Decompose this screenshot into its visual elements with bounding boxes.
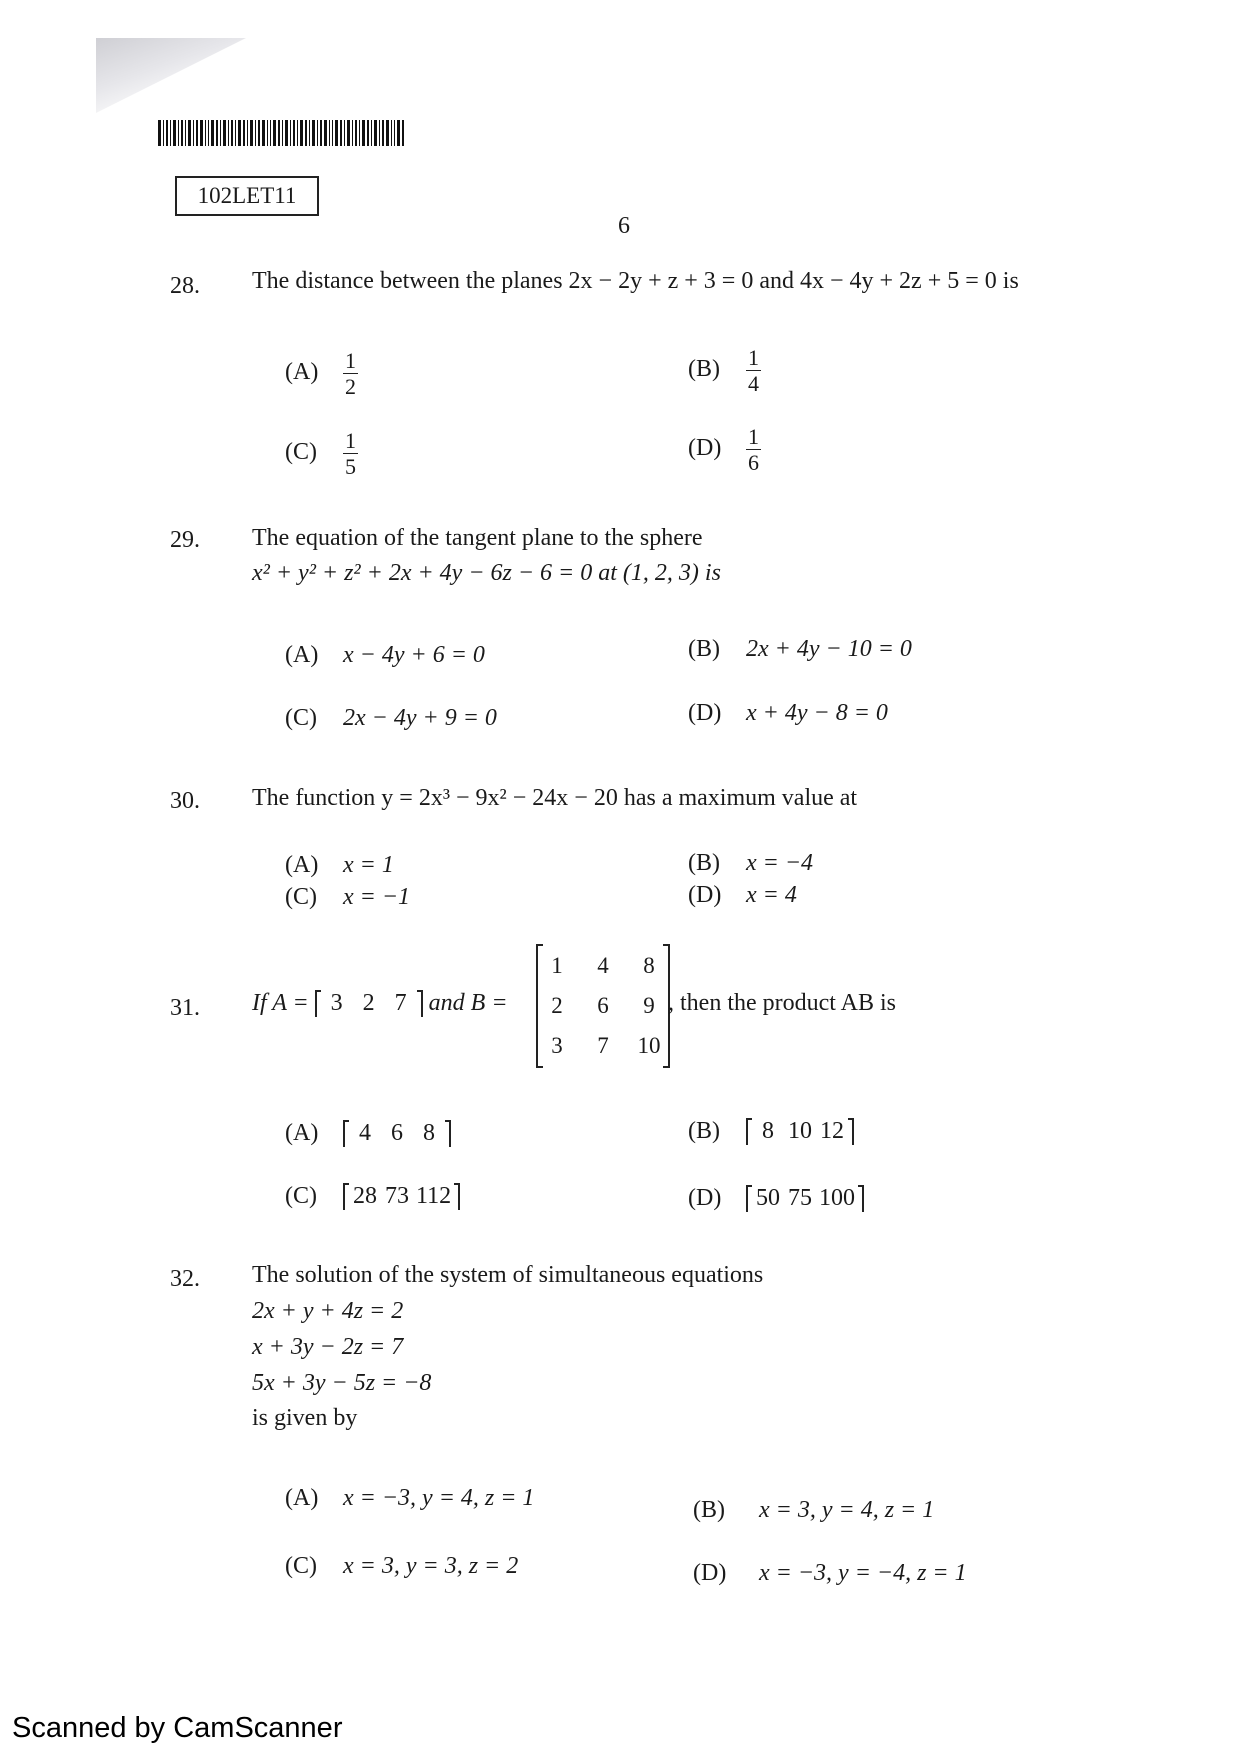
option-text: x = 4 — [746, 882, 797, 908]
option-text: x − 4y + 6 = 0 — [343, 642, 485, 668]
page-number: 6 — [618, 213, 630, 239]
option-text: x = 3, y = 4, z = 1 — [759, 1497, 935, 1523]
question-28-number: 28. — [170, 273, 200, 299]
option-label: (C) — [285, 439, 317, 466]
question-31-option-c[interactable] — [285, 1183, 460, 1210]
question-32-option-b[interactable] — [693, 1497, 934, 1524]
question-29-number: 29. — [170, 527, 200, 553]
option-label: (D) — [688, 435, 722, 462]
option-row-vector: 50 75 100 — [746, 1185, 864, 1212]
option-text: x = −3, y = 4, z = 1 — [343, 1485, 535, 1511]
question-31-suffix: , then the product AB is — [668, 990, 896, 1016]
option-label: (A) — [285, 642, 319, 668]
option-text: 2x − 4y + 9 = 0 — [343, 705, 497, 731]
question-30-option-d[interactable] — [688, 882, 797, 909]
matrix-b — [536, 944, 670, 1068]
option-label: (B) — [688, 636, 720, 662]
option-label: (D) — [688, 882, 722, 908]
question-32-equation-1: 2x + y + 4z = 2 — [252, 1298, 404, 1324]
scanner-watermark: Scanned by CamScanner — [12, 1712, 343, 1744]
option-text: x + 4y − 8 = 0 — [746, 700, 888, 726]
question-30-number: 30. — [170, 788, 200, 814]
option-label: (C) — [285, 884, 317, 910]
matrix-b-row: 1 4 8 — [551, 953, 655, 978]
question-29-option-d[interactable] — [688, 700, 888, 727]
option-text: 2x + 4y − 10 = 0 — [746, 636, 912, 662]
option-label: (C) — [285, 1553, 317, 1579]
question-28-option-a[interactable] — [285, 348, 358, 399]
question-31-option-d[interactable] — [688, 1185, 864, 1212]
option-label: (C) — [285, 705, 317, 731]
fraction: $\frac{1}{5}$ — [345, 428, 356, 479]
question-31-number: 31. — [170, 995, 200, 1021]
option-row-vector: 4 6 8 — [343, 1120, 451, 1147]
option-label: (B) — [688, 850, 720, 876]
scan-shadow — [96, 38, 246, 113]
option-text: x = 1 — [343, 852, 394, 878]
option-label: (A) — [285, 852, 319, 878]
fraction: $\frac{1}{6}$ — [748, 424, 759, 475]
question-29-option-c[interactable] — [285, 705, 497, 732]
option-text: x = −3, y = −4, z = 1 — [759, 1560, 967, 1586]
matrix-b-row: 3 7 10 — [551, 1033, 661, 1058]
question-28-option-b[interactable] — [688, 345, 761, 396]
question-30-text: The function y = 2x³ − 9x² − 24x − 20 has a maximum value at — [252, 785, 858, 811]
question-30-option-c[interactable] — [285, 884, 410, 911]
barcode — [158, 120, 406, 146]
option-label: (A) — [285, 1120, 319, 1146]
question-28-text: The distance between the planes 2x − 2y + z + 3 = 0 and 4x − 4y + 2z + 5 = 0 is — [252, 268, 1019, 294]
question-32-text-line-5: is given by — [252, 1405, 358, 1431]
option-label: (B) — [693, 1497, 725, 1523]
question-32-option-c[interactable] — [285, 1553, 518, 1580]
question-32-number: 32. — [170, 1266, 200, 1292]
question-31-and-b: and B = — [428, 990, 508, 1016]
question-32-equation-3: 5x + 3y − 5z = −8 — [252, 1370, 432, 1396]
option-label: (B) — [688, 356, 720, 383]
option-label: (B) — [688, 1118, 720, 1144]
option-label: (A) — [285, 1485, 319, 1511]
question-31-prefix: If A = — [252, 990, 309, 1016]
question-28-option-d[interactable] — [688, 424, 761, 475]
matrix-b-row: 2 6 9 — [551, 993, 655, 1018]
question-29-option-a[interactable] — [285, 642, 485, 669]
question-31-option-a[interactable] — [285, 1120, 451, 1147]
option-text: x = −4 — [746, 850, 814, 876]
question-28-option-c[interactable] — [285, 428, 358, 479]
question-32-option-d[interactable] — [693, 1560, 967, 1587]
matrix-a: 3 2 7 — [315, 990, 423, 1017]
option-label: (C) — [285, 1183, 317, 1209]
question-31-stem-left — [252, 990, 508, 1017]
question-32-equation-2: x + 3y − 2z = 7 — [252, 1334, 404, 1360]
option-label: (D) — [688, 700, 722, 726]
question-29-option-b[interactable] — [688, 636, 912, 663]
question-32-option-a[interactable] — [285, 1485, 534, 1512]
option-row-vector: 8 10 12 — [746, 1118, 854, 1145]
question-30-option-b[interactable] — [688, 850, 813, 877]
question-29-text-line-1: The equation of the tangent plane to the sphere — [252, 525, 703, 551]
option-text: x = 3, y = 3, z = 2 — [343, 1553, 519, 1579]
option-label: (A) — [285, 359, 319, 386]
question-32-text-line-1: The solution of the system of simultaneous equations — [252, 1262, 764, 1288]
option-text: x = −1 — [343, 884, 411, 910]
question-29-text-line-2: x² + y² + z² + 2x + 4y − 6z − 6 = 0 at (1, 2, 3) is — [252, 560, 721, 586]
option-label: (D) — [688, 1185, 722, 1211]
fraction: $\frac{1}{4}$ — [748, 345, 759, 396]
question-30-option-a[interactable] — [285, 852, 394, 879]
option-row-vector: 28 73 112 — [343, 1183, 460, 1210]
paper-code-box: 102LET11 — [175, 176, 319, 216]
fraction: $\frac{1}{2}$ — [345, 348, 356, 399]
option-label: (D) — [693, 1560, 727, 1586]
question-31-option-b[interactable] — [688, 1118, 854, 1145]
